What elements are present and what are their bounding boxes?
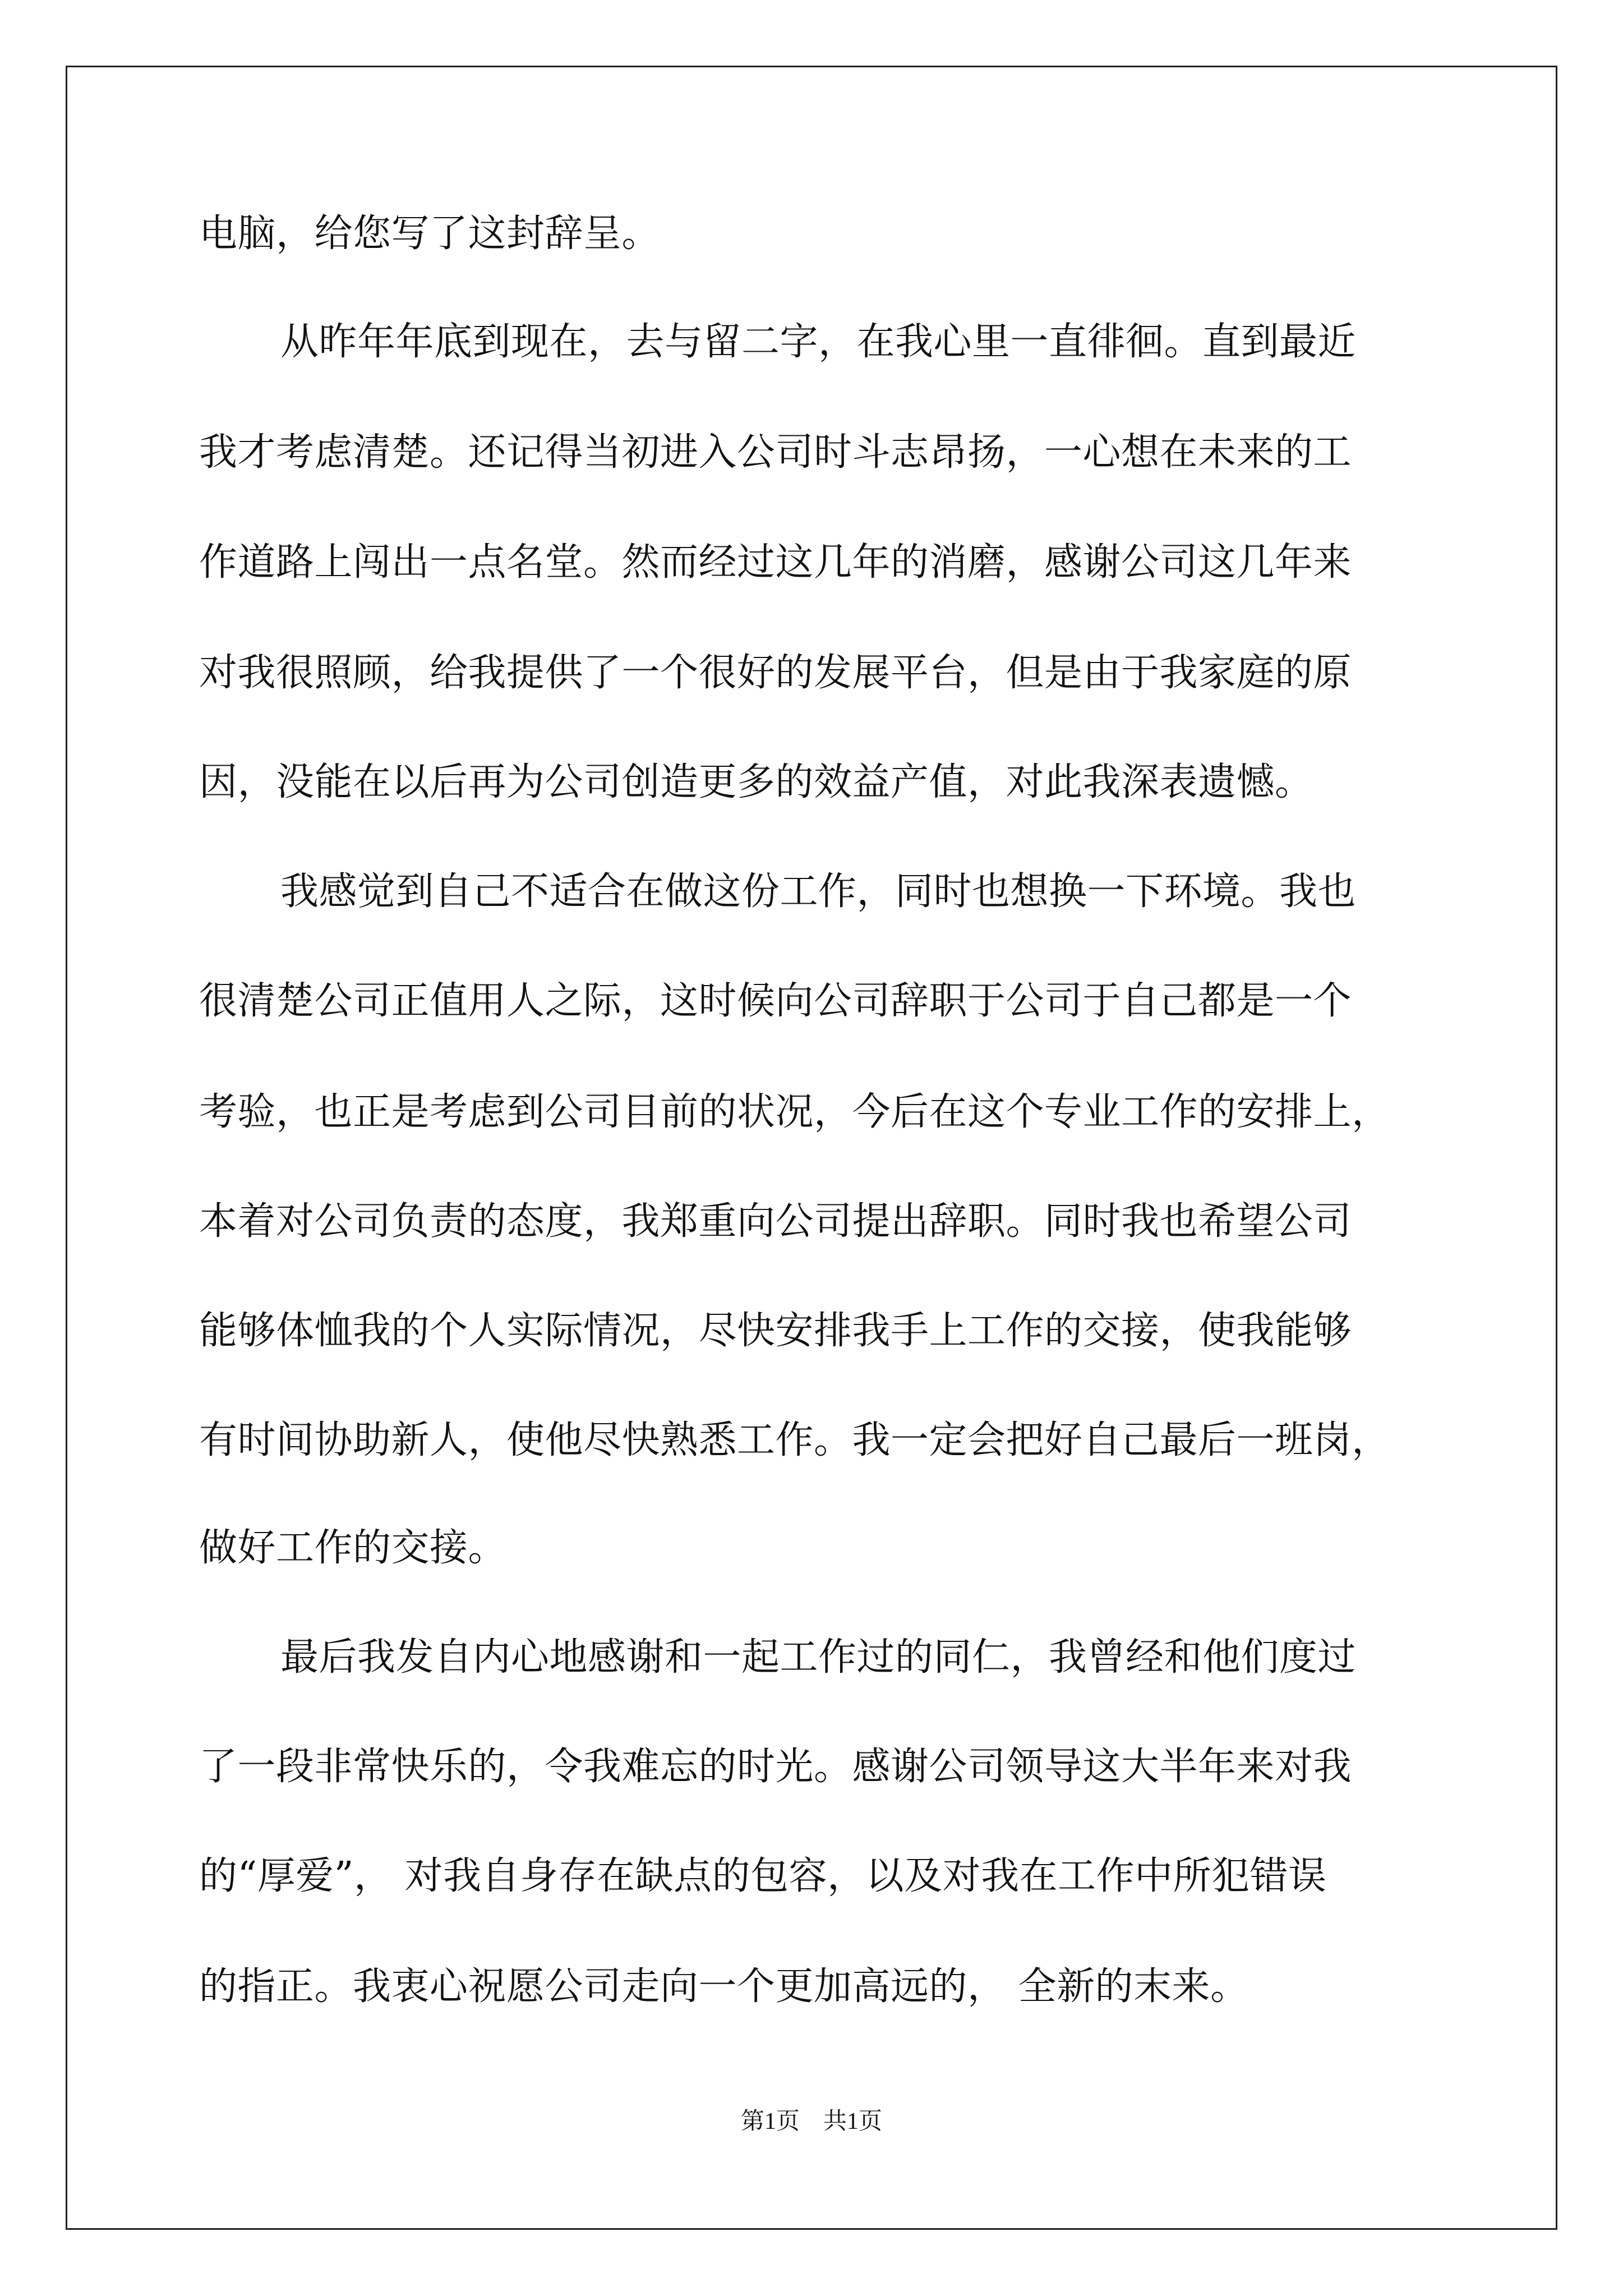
paragraph-first-line: 从昨年年底到现在，去与留二字，在我心里一直徘徊。直到最近 xyxy=(280,320,1357,364)
text-line: 考验，也正是考虑到公司目前的状况，今后在这个专业工作的安排上， xyxy=(199,1090,1390,1134)
text-line: 对我很照顾，给我提供了一个很好的发展平台，但是由于我家庭的原 xyxy=(199,651,1352,695)
text-line: 我才考虑清楚。还记得当初进入公司时斗志昂扬，一心想在未来的工 xyxy=(199,430,1352,475)
page-footer: 第1页 共1页 xyxy=(740,2109,882,2134)
text-line: 的“厚爱”， 对我自身存在缺点的包容，以及对我在工作中所犯错误 xyxy=(199,1854,1327,1898)
text-line: 能够体恤我的个人实际情况，尽快安排我手上工作的交接，使我能够 xyxy=(199,1309,1352,1353)
text-line: 做好工作的交接。 xyxy=(199,1526,507,1570)
text-line: 因，没能在以后再为公司创造更多的效益产值，对此我深表遗憾。 xyxy=(199,760,1313,804)
text-line: 本着对公司负责的态度，我郑重向公司提出辞职。同时我也希望公司 xyxy=(199,1199,1352,1244)
text-line: 有时间协助新人，使他尽快熟悉工作。我一定会把好自己最后一班岗， xyxy=(199,1418,1390,1462)
text-line: 的指正。我衷心祝愿公司走向一个更加高远的， 全新的末来。 xyxy=(199,1964,1249,2009)
text-line: 了一段非常快乐的，令我难忘的时光。感谢公司领导这大半年来对我 xyxy=(199,1745,1352,1789)
text-line: 作道路上闯出一点名堂。然而经过这几年的消磨，感谢公司这几年来 xyxy=(199,540,1352,585)
text-line: 很清楚公司正值用人之际，这时候向公司辞职于公司于自己都是一个 xyxy=(199,979,1352,1023)
page-border xyxy=(66,66,1557,2230)
paragraph-first-line: 最后我发自内心地感谢和一起工作过的同仁，我曾经和他们度过 xyxy=(280,1635,1357,1680)
text-line: 电脑，给您写了这封辞呈。 xyxy=(199,211,661,256)
paragraph-first-line: 我感觉到自己不适合在做这份工作，同时也想换一下环境。我也 xyxy=(280,869,1357,914)
